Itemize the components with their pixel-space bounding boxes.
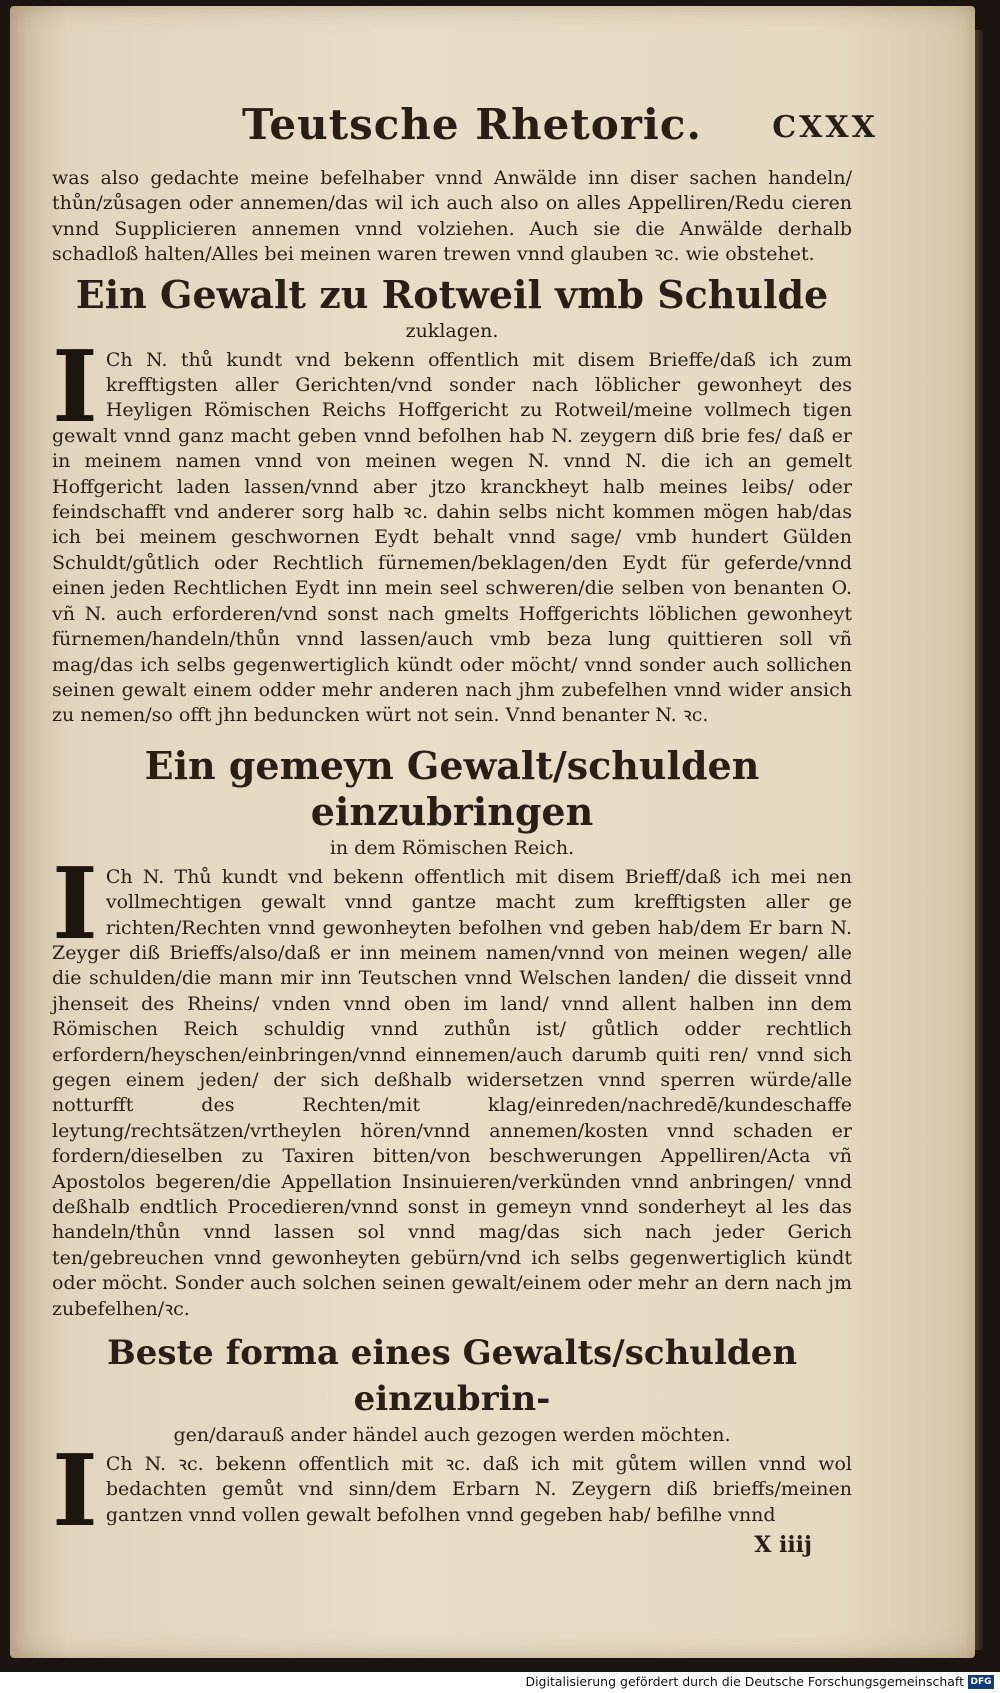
section-heading-rotweil: Ein Gewalt zu Rotweil vmb Schulde [75, 271, 829, 317]
funding-credit: Digitalisierung gefördert durch die Deutsche Forschungsgemeinschaft [525, 1674, 964, 1689]
section-subheading-forma: gen/darauß ander händel auch gezogen werden möchten. [173, 1424, 731, 1447]
section-heading-gemeyn: Ein gemeyn Gewalt/schulden einzubringen [144, 742, 760, 834]
page-edge [975, 30, 983, 1650]
paragraph-text: Ch N. Thů kundt vnd bekenn offentlich mit disem Brieff/daß ich mei nen vollmechtigen gewalt vnnd gantze macht zum krefftigsten aller ge richten/Rechten vnnd gewonheyten befolhen vnd geben hab/dem Er barn N. Zeyger diß Brieffs/also/daß er inn meinem namen/vnnd von meinen wegen/ alle die schulden/die mann mir inn Teutschen vnnd Welschen landen/ die disseit vnnd jhenseit des Rheins/ vnden vnnd oben im land/ vnnd allent halben inn dem Römischen Reich schuldig vnnd zuthůn ist/ gůtlich odder rechtlich erfordern/heyschen/einbringen/vnnd einnemen/auch darumb quiti ren/ vnnd sich gegen einem jeden/ der sich deßhalb widersetzen vnnd sperren würde/alle notturfft des Rechten/mit klag/einreden/nachredē/kundeschaffe leytung/rechtsätzen/vrtheylen hören/vnnd annemen/kosten vnnd schaden er fordern/dieselben zu Taxiren bitten/von beschwerungen Appelliren/Acta vñ Apostolos begeren/die Appellation Insinuieren/verkünden vnnd anbringen/ vnnd deßhalb endtlich Procedieren/vnnd sonst in gemeyn vnnd sonderheyt al les das handeln/thůn vnnd lassen sol vnnd mag/das sich nach jeder Gerich ten/gebreuchen vnnd gewonheyten gebürn/vnd ich selbs gegenwertiglich kündt oder möcht. Sonder auch solchen seinen gewalt/einem oder mehr an dern nach jm zubefelhen/ꝛc. [52, 865, 852, 1320]
running-title: Teutsche Rhetoric. [242, 100, 703, 149]
section-continuation [52, 166, 852, 268]
folio-number: CXXX [772, 110, 878, 145]
section-subheading-rotweil: zuklagen. [405, 319, 499, 342]
dfg-logo: DFG [968, 1675, 994, 1689]
section-heading-forma: Beste forma eines Gewalts/schulden einzubrin- [106, 1333, 798, 1420]
paragraph-text: was also gedachte meine befelhaber vnnd Anwälde inn diser sachen handeln/ thůn/zůsagen oder annemen/das wil ich auch also on alles Appelliren/Redu cieren vnnd Supplicieren annemen vnnd volziehen. Auch sie die Anwälde derhalb schadloß halten/Alles bei meinen waren trewen vnnd glauben ꝛc. wie obstehet. [52, 167, 852, 266]
paragraph-text: Ch N. thů kundt vnd bekenn offentlich mit disem Brieffe/daß ich zum krefftigsten aller Gerichten/vnd sonder nach löblicher gewonheyt des Heyligen Römischen Reichs Hoffgericht zu Rotweil/meine vollmech tigen gewalt vnnd ganz macht geben vnnd befolhen hab N. zeygern diß brie fes/ daß er in meinem namen vnnd von meinen wegen N. vnnd N. die ich an gemelt Hoffgericht laden lassen/vnnd aber jtzo kranckheyt halb meines leibs/ oder feindschafft vnd anderer sorg halb ꝛc. dahin selbs nicht kommen mögen hab/das ich bei meinem geschwornen Eydt behalt vnnd sage/ vmb hundert Gülden Schuldt/gůtlich oder Rechtlich fürnemen/beklagen/den Eydt für geferde/vnnd einen jeden Rechtlichen Eydt inn mein seel schweren/die selben von benanten O. vñ N. auch erforderen/vnd sonst nach gmelts Hoffgerichts löblichen gewonheyt fürnemen/handeln/thůn vnnd lassen/auch vmb beza lung quittieren soll vñ mag/das ich selbs gegenwertiglich kündt oder möcht/ vnnd sonder auch sollichen seinen gewalt einem odder mehr anderen nach jhm zubefelhen vnnd wider ansich zu nemen/so offt jhn beduncken würt not sein. Vnnd benanter N. ꝛc. [52, 348, 852, 727]
signature-mark: X iiij [754, 1532, 812, 1559]
drop-initial: I [52, 846, 98, 962]
paragraph-text: Ch N. ꝛc. bekenn offentlich mit ꝛc. daß ich mit gůtem willen vnnd wol bedachten gemůt vnd sinn/dem Erbarn N. Zeygern diß brieffs/meinen gantzen vnnd vollen gewalt befolhen vnnd gegeben hab/ befilhe vnnd [105, 1453, 852, 1526]
footer-bar [0, 1672, 1000, 1693]
drop-initial: I [52, 329, 98, 445]
section-subheading-gemeyn: in dem Römischen Reich. [329, 836, 575, 859]
drop-initial: I [52, 1434, 98, 1550]
page-content [52, 100, 878, 1559]
running-head [52, 100, 878, 162]
